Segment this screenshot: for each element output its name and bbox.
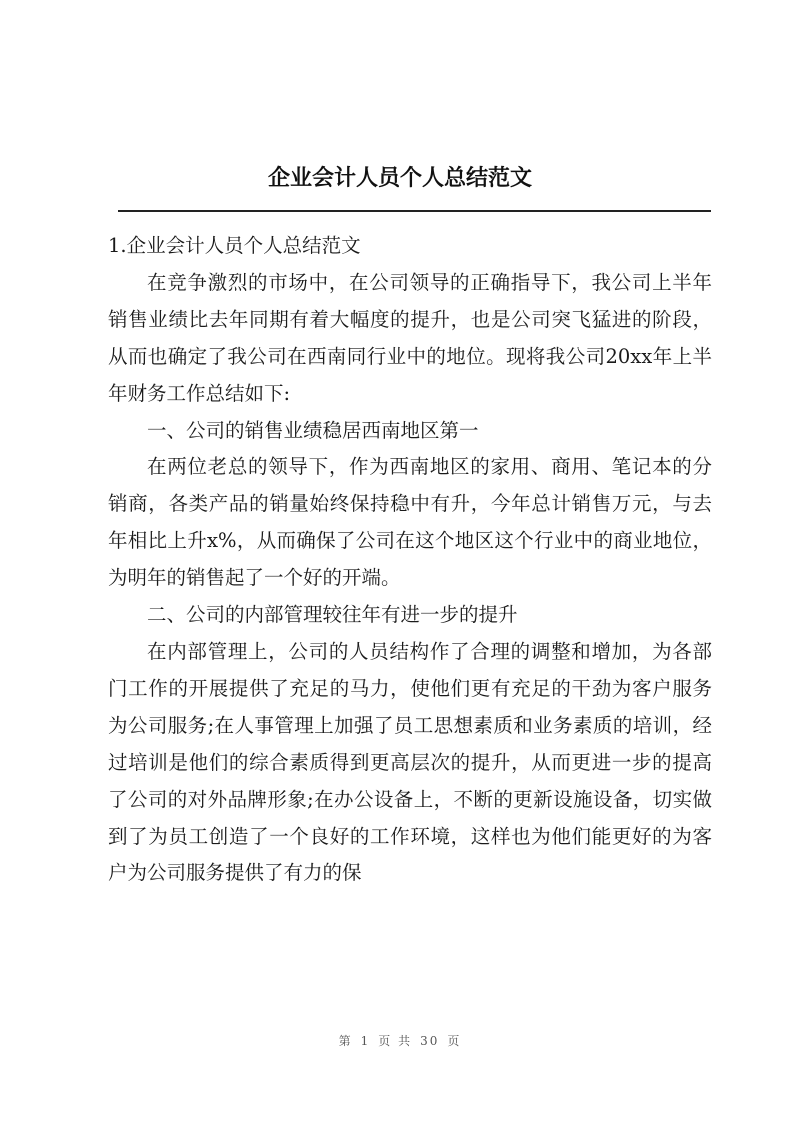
footer-suffix: 页 bbox=[447, 1034, 462, 1048]
page-footer bbox=[0, 1033, 800, 1049]
section-title-2: 二、公司的内部管理较往年有进一步的提升 bbox=[147, 603, 518, 627]
sales-paragraph: 在两位老总的领导下，作为西南地区的家用、商用、笔记本的分销商，各类产品的销量始终保持稳中有升，今年总计销售万元，与去年相比上升x%，从而确保了公司在这个地区这个行业中的商业地位，为明年的销售起了一个好的开端。 bbox=[108, 455, 712, 590]
intro-paragraph: 在竞争激烈的市场中，在公司领导的正确指导下，我公司上半年销售业绩比去年同期有着大幅度的提升，也是公司突飞猛进的阶段，从而也确定了我公司在西南同行业中的地位。现将我公司20xx年上半年财务工作总结如下: bbox=[108, 270, 712, 405]
footer-total-pages: 30 bbox=[420, 1034, 440, 1048]
document-body bbox=[108, 228, 712, 892]
section-title-1: 一、公司的销售业绩稳居西南地区第一 bbox=[147, 418, 479, 442]
management-paragraph: 在内部管理上，公司的人员结构作了合理的调整和增加，为各部门工作的开展提供了充足的马力，使他们更有充足的干劲为客户服务为公司服务;在人事管理上加强了员工思想素质和业务素质的培训，经过培训是他们的综合素质得到更高层次的提升，从而更进一步的提高了公司的对外品牌形象;在办公设备上，不断的更新设施设备，切实做到了为员工创造了一个良好的工作环境，这样也为他们能更好的为客户为公司服务提供了有力的保 bbox=[108, 639, 712, 885]
title-divider bbox=[118, 210, 711, 212]
footer-page-number: 1 bbox=[360, 1034, 371, 1048]
footer-middle: 页 共 bbox=[378, 1034, 413, 1048]
footer-prefix: 第 bbox=[338, 1034, 353, 1048]
page-title: 企业会计人员个人总结范文 bbox=[267, 165, 532, 191]
section-heading: 1.企业会计人员个人总结范文 bbox=[108, 234, 361, 257]
